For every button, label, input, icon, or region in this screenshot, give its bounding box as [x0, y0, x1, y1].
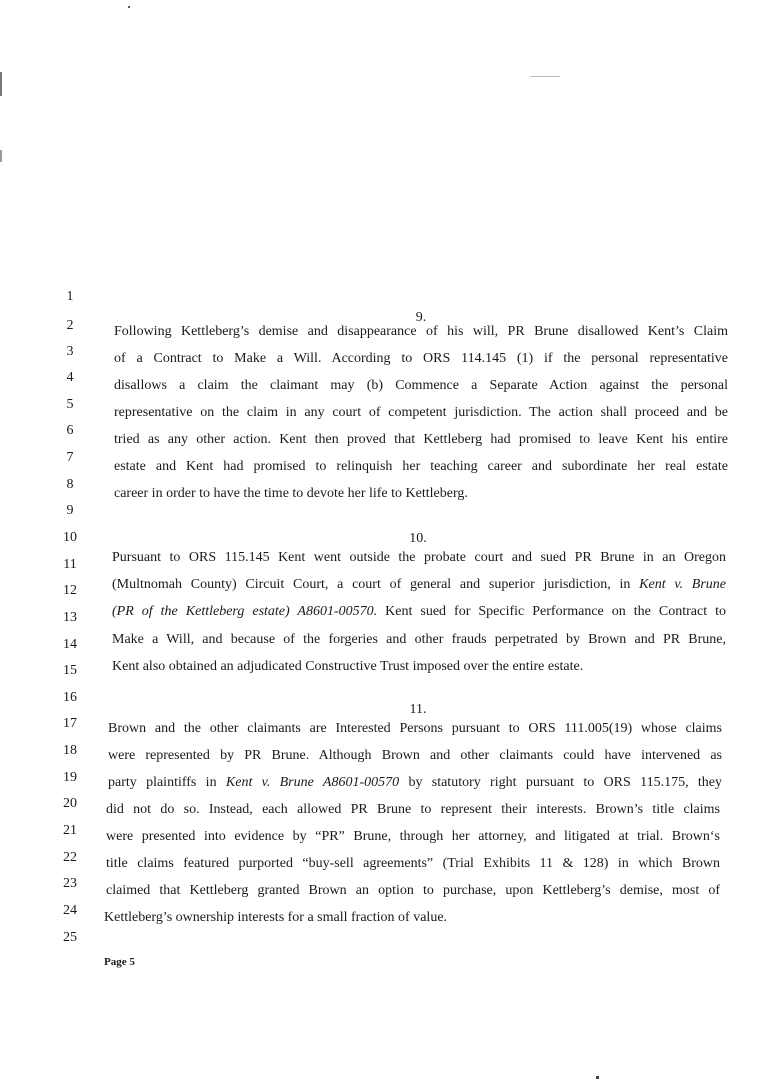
paragraph-line: representative on the claim in any court of competent jurisdiction. The action shall proceed and be — [114, 405, 728, 420]
line-number: 14 — [63, 637, 77, 652]
case-citation: Kent v. Brune — [639, 577, 726, 592]
paragraph-line — [108, 775, 722, 791]
line-number: 16 — [63, 690, 77, 705]
line-number: 21 — [63, 823, 77, 838]
line-number: 17 — [63, 716, 77, 731]
line-number: 1 — [66, 289, 74, 304]
scan-speck — [128, 6, 130, 8]
paragraph-line: Kent also obtained an adjudicated Constructive Trust imposed over the entire estate. — [112, 659, 584, 674]
scan-speck — [0, 72, 2, 96]
line-number: 7 — [66, 450, 74, 465]
paragraph-line: tried as any other action. Kent then proved that Kettleberg had promised to leave Kent his entire — [114, 432, 728, 447]
paragraph-number: 10. — [409, 531, 427, 546]
case-citation: (PR of the Kettleberg estate) A8601-00570. — [112, 604, 378, 619]
line-number: 10 — [63, 530, 77, 545]
line-number: 22 — [63, 850, 77, 865]
paragraph-text: by statutory right pursuant to ORS 115.175, they — [399, 775, 722, 790]
line-number: 3 — [66, 344, 74, 359]
line-number: 25 — [63, 930, 77, 945]
line-number: 13 — [63, 610, 77, 625]
scan-speck — [530, 76, 560, 77]
line-number: 9 — [66, 503, 74, 518]
paragraph-line: were presented into evidence by “PR” Brune, through her attorney, and litigated at trial. Brown‘s — [106, 829, 720, 844]
line-number: 2 — [66, 318, 74, 333]
line-number: 20 — [63, 796, 77, 811]
line-number: 19 — [63, 770, 77, 785]
paragraph-line: Pursuant to ORS 115.145 Kent went outside the probate court and sued PR Brune in an Oregon — [112, 550, 726, 565]
paragraph-number: 11. — [409, 702, 427, 717]
paragraph-line: Following Kettleberg’s demise and disappearance of his will, PR Brune disallowed Kent’s Claim — [114, 324, 728, 339]
line-number: 15 — [63, 663, 77, 678]
line-number: 11 — [63, 557, 77, 572]
paragraph-line: estate and Kent had promised to relinquish her teaching career and subordinate her real estate — [114, 459, 728, 474]
paragraph-line — [112, 577, 726, 593]
paragraph-line: were represented by PR Brune. Although Brown and other claimants could have intervened as — [108, 748, 722, 763]
line-number: 4 — [66, 370, 74, 385]
line-number: 23 — [63, 876, 77, 891]
line-number: 5 — [66, 397, 74, 412]
paragraph-line: Brown and the other claimants are Interested Persons pursuant to ORS 111.005(19) whose claims — [108, 721, 722, 736]
case-citation: Kent v. Brune A8601-00570 — [225, 775, 400, 790]
paragraph-text: Kent sued for Specific Performance on the Contract to — [377, 604, 726, 619]
paragraph-number: 9. — [415, 310, 427, 325]
scan-speck — [596, 1076, 599, 1079]
paragraph-line: career in order to have the time to devote her life to Kettleberg. — [114, 486, 468, 501]
line-number: 8 — [66, 477, 74, 492]
paragraph-line: of a Contract to Make a Will. According to ORS 114.145 (1) if the personal representative — [114, 351, 728, 366]
paragraph-line: claimed that Kettleberg granted Brown an option to purchase, upon Kettleberg’s demise, most of — [106, 883, 720, 898]
paragraph-text: (Multnomah County) Circuit Court, a court of general and superior jurisdiction, in — [112, 577, 640, 592]
paragraph-line: title claims featured purported “buy-sell agreements” (Trial Exhibits 11 & 128) in which Brown — [106, 856, 720, 871]
line-number: 24 — [63, 903, 77, 918]
paragraph-line: did not do so. Instead, each allowed PR Brune to represent their interests. Brown’s title claims — [106, 802, 720, 817]
paragraph-line — [112, 604, 726, 620]
scan-speck — [0, 150, 2, 162]
line-number: 6 — [66, 423, 74, 438]
paragraph-line: Make a Will, and because of the forgeries and other frauds perpetrated by Brown and PR Brune, — [112, 632, 726, 647]
paragraph-line: disallows a claim the claimant may (b) Commence a Separate Action against the personal — [114, 378, 728, 393]
paragraph-line: Kettleberg’s ownership interests for a small fraction of value. — [104, 910, 448, 925]
line-number: 18 — [63, 743, 77, 758]
page-number: Page 5 — [104, 956, 135, 968]
line-number: 12 — [63, 583, 77, 598]
paragraph-text: party plaintiffs in — [108, 775, 226, 790]
